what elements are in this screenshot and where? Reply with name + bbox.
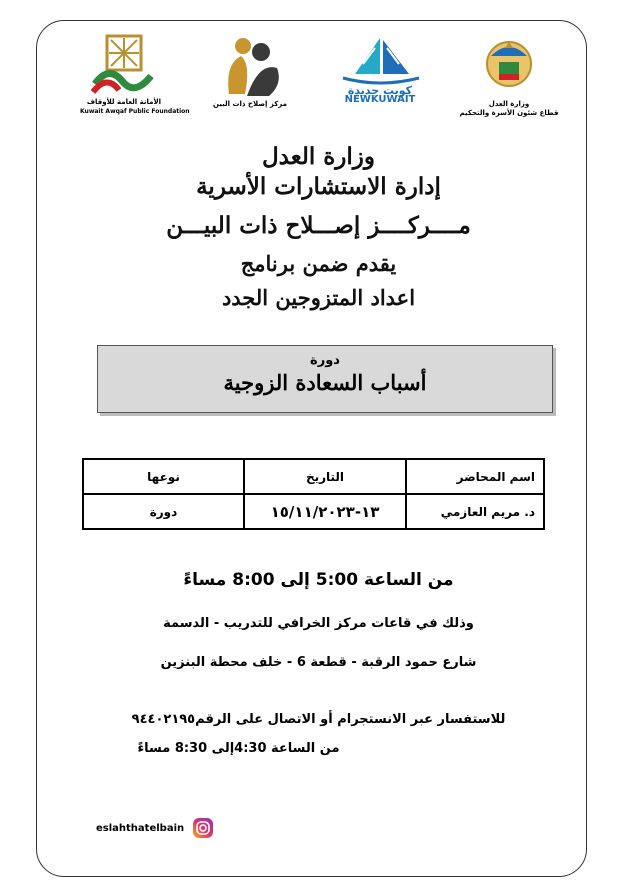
header-department: إدارة الاستشارات الأسرية	[196, 173, 441, 200]
awqaf-logo	[80, 34, 190, 116]
info-table	[82, 458, 545, 530]
table-row	[83, 494, 544, 529]
newkuwait-name-ar: كويت جديدة	[347, 84, 413, 97]
cell-lecturer: د. مريم العازمي	[406, 494, 544, 529]
instagram-handle[interactable]: eslahthatelbain	[96, 822, 185, 834]
awqaf-emblem-icon	[89, 34, 159, 98]
header-lecturer: اسم المحاضر	[406, 459, 544, 494]
islah-logo	[208, 34, 292, 109]
islah-emblem-icon	[211, 34, 289, 100]
header-ministry: وزارة العدل	[261, 143, 376, 170]
time-line: من الساعة 5:00 إلى 8:00 مساءً	[183, 570, 454, 590]
awqaf-name-ar: الأمانة العامة للأوقاف	[86, 98, 162, 106]
header-center: مــــركــــز إصـــلاح ذات البيـــن	[166, 212, 471, 239]
course-label: دورة	[310, 353, 340, 368]
instagram-icon[interactable]	[192, 817, 214, 839]
newkuwait-logo	[330, 34, 430, 104]
venue-line: وذلك في قاعات مركز الخرافي للتدريب - الدسمة	[163, 616, 474, 631]
header-program: اعداد المتزوجين الجدد	[221, 285, 416, 310]
address-line: شارع حمود الرقبة - قطعة 6 - خلف محطة البنزين	[160, 655, 477, 670]
cell-type: دورة	[83, 494, 244, 529]
instagram-link[interactable]	[96, 816, 214, 840]
islah-caption: مركز إصلاح ذات البين	[212, 100, 288, 108]
moj-name: وزارة العدل	[488, 100, 530, 108]
header-type: نوعها	[83, 459, 244, 494]
newkuwait-sail-icon	[335, 34, 425, 86]
cell-date: ١٣-١٥/١١/٢٠٢٣	[244, 494, 406, 529]
header-date: التاريخ	[244, 459, 406, 494]
course-title: أسباب السعادة الزوجية	[223, 370, 427, 395]
header-presents: يقدم ضمن برنامج	[240, 251, 397, 276]
newkuwait-name-en: NEWKUWAIT	[344, 94, 416, 105]
inquiry-line: للاستفسار عبر الانستجرام أو الاتصال على الرقم٩٤٤٠٢١٩٥	[131, 712, 506, 727]
moj-sector: قطاع شئون الأسرة والتحكيم	[459, 109, 559, 117]
inquiry-time-line: من الساعة 4:30إلى 8:30 مساءً	[137, 741, 340, 756]
course-box	[97, 345, 553, 413]
moj-logo	[458, 34, 560, 118]
kuwait-emblem-icon	[481, 34, 537, 96]
table-header-row	[83, 459, 544, 494]
logos-row	[80, 34, 560, 144]
awqaf-name-en: Kuwait Awqaf Public Foundation	[80, 108, 190, 115]
